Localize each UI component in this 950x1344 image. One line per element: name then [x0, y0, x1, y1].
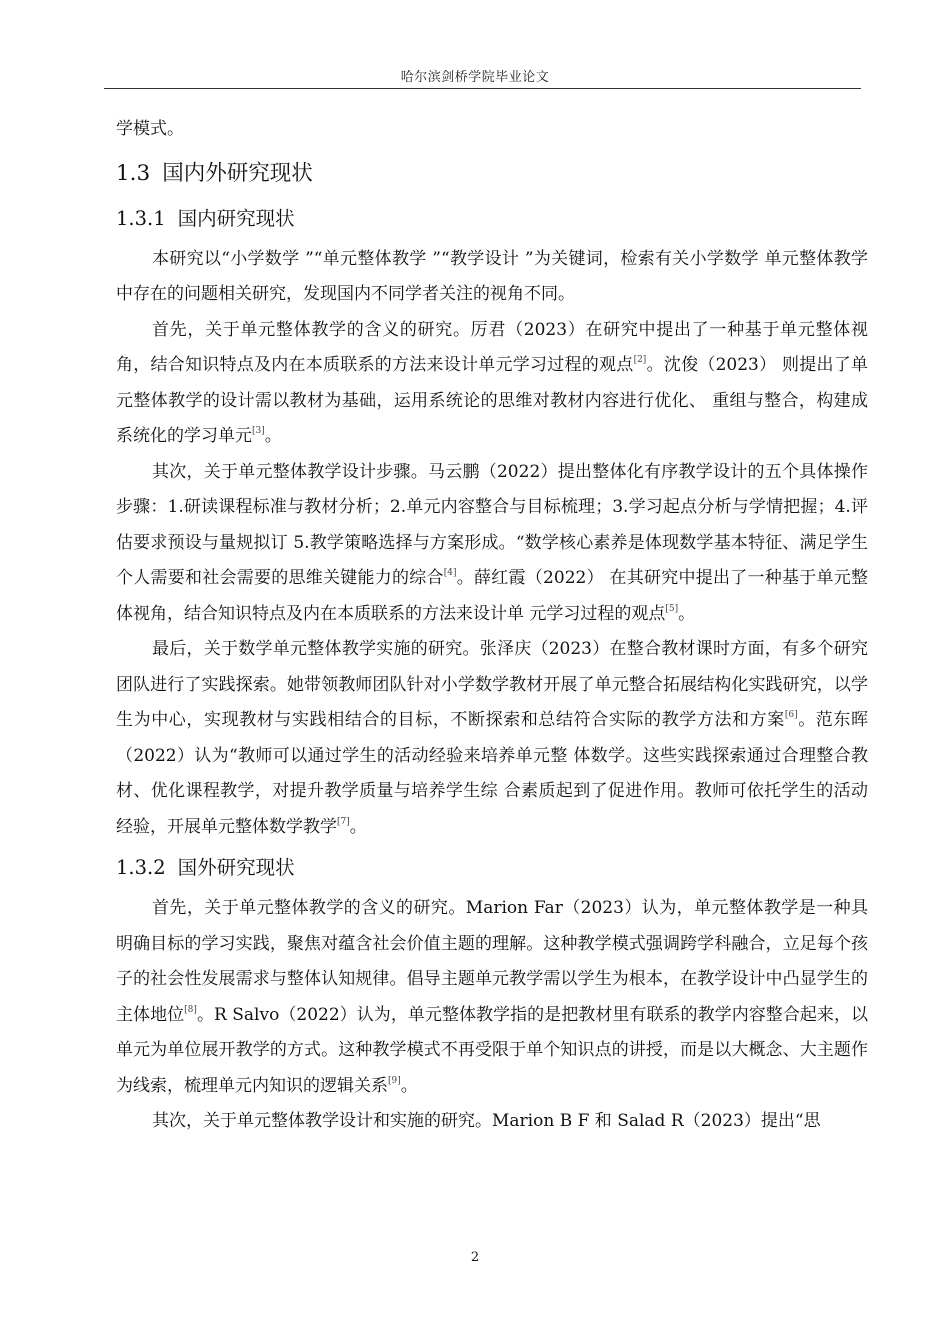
header-divider: [104, 88, 861, 89]
section-number: 1.3: [116, 160, 151, 186]
continuation-line: 学模式。: [116, 119, 184, 139]
paragraph-text: 最后，关于数学单元整体教学实施的研究。张泽庆（2023）在整合教材课时方面，有多个研究团队进行了实践探索。她带领教师团队针对小学数学教材开展了单元整合拓展结构化实践研究，以学生为中心，实现教材与实践相结合的目标，不断探索和总结符合实际的教学方法和方案: [116, 639, 868, 730]
paragraph-foreign-design: 其次，关于单元整体教学设计和实施的研究。Marion B F 和 Salad R（2023）提出“思: [152, 1111, 821, 1131]
citation-ref: [3]: [252, 426, 265, 436]
paragraph-text: 首先，关于单元整体教学的含义的研究。Marion Far（2023）认为，单元整体教学是一种具明确目标的学习实践，聚焦对蕴含社会价值主题的理解。这种教学模式强调跨学科融合，立足每个孩子的社会性发展需求与整体认知规律。倡导主题单元教学需以学生为根本，在教学设计中凸显学生的主体地位: [116, 898, 868, 1025]
page-body: [116, 112, 868, 1140]
paragraph-implementation: [116, 632, 868, 845]
paragraph-text: 。: [678, 603, 696, 624]
section-heading-1-3-1: [116, 200, 868, 238]
citation-ref: [6]: [784, 710, 798, 720]
paragraph-text: 。: [400, 1075, 418, 1096]
paragraph-design-steps: [116, 455, 868, 633]
paragraph-text: 。R Salvo（2022）认为，单元整体教学指的是把教材里有联系的教学内容整合起来，以单元为单位展开教学的方式。这种教学模式不再受限于单个知识点的讲授，而是以大概念、大主题作为线索，梳理单元内知识的逻辑关系: [116, 1004, 868, 1096]
citation-ref: [4]: [443, 568, 457, 578]
paragraph-keywords: 本研究以“小学数学 ”“单元整体教学 ”“教学设计 ”为关键词，检索有关小学数学 单元整体教学中存在的问题相关研究，发现国内不同学者关注的视角不同。: [116, 248, 868, 304]
paragraph-text: 首先，关于单元整体教学的含义的研究。厉君（2023）在研究中提出了一种基于单元整体视角，结合知识特点及内在本质联系的方法来设计单元学习过程的观点: [116, 319, 868, 375]
paragraph-text: 。薛红霞（2022） 在其研究中提出了一种基于单元整体视角，结合知识特点及内在本质联系的方法来设计单 元学习过程的观点: [116, 568, 869, 624]
paragraph-text: 。: [349, 816, 367, 837]
citation-ref: [8]: [184, 1004, 197, 1015]
section-heading-1-3: [116, 154, 868, 194]
section-title: 国外研究现状: [177, 856, 295, 879]
citation-ref: [2]: [633, 355, 647, 365]
section-title: 国内研究现状: [177, 206, 295, 230]
section-heading-1-3-2: [116, 849, 868, 887]
section-number: 1.3.1: [116, 206, 166, 230]
paragraph-text: 。: [264, 426, 282, 446]
page-number: 2: [470, 1250, 480, 1265]
section-title: 国内外研究现状: [162, 160, 313, 186]
citation-ref: [9]: [388, 1075, 401, 1086]
section-number: 1.3.2: [116, 856, 166, 879]
running-header: 哈尔滨剑桥学院毕业论文: [400, 70, 550, 85]
paragraph-text: 其次，关于单元整体教学设计步骤。马云鹏（2022）提出整体化有序教学设计的五个具体操作步骤：1.研读课程标准与教材分析；2.单元内容整合与目标梳理；3.学习起点分析与学情把握；4.评估要求预设与量规拟订 5.教学策略选择与方案形成。“数学核心素养是体现数学基本特征、满足学生个人需要和社会需要的思维关键能力的综合: [116, 461, 868, 588]
paragraph-meaning: [116, 313, 868, 455]
paragraph-foreign-meaning: [116, 891, 868, 1104]
citation-ref: [7]: [337, 816, 350, 827]
paragraph-text: 。范东晖（2022）认为“教师可以通过学生的活动经验来培养单元整 体数学。这些实践探索通过合理整合教材、优化课程教学，对提升教学质量与培养学生综 合素质起到了促进作用。教师可依托学生的活动经验，开展单元整体数学教学: [116, 710, 868, 837]
citation-ref: [5]: [665, 603, 679, 614]
paragraph-text: 。沈俊（2023） 则提出了单元整体教学的设计需以教材为基础，运用系统论的思维对教材内容进行优化、 重组与整合，构建成系统化的学习单元: [116, 355, 869, 446]
